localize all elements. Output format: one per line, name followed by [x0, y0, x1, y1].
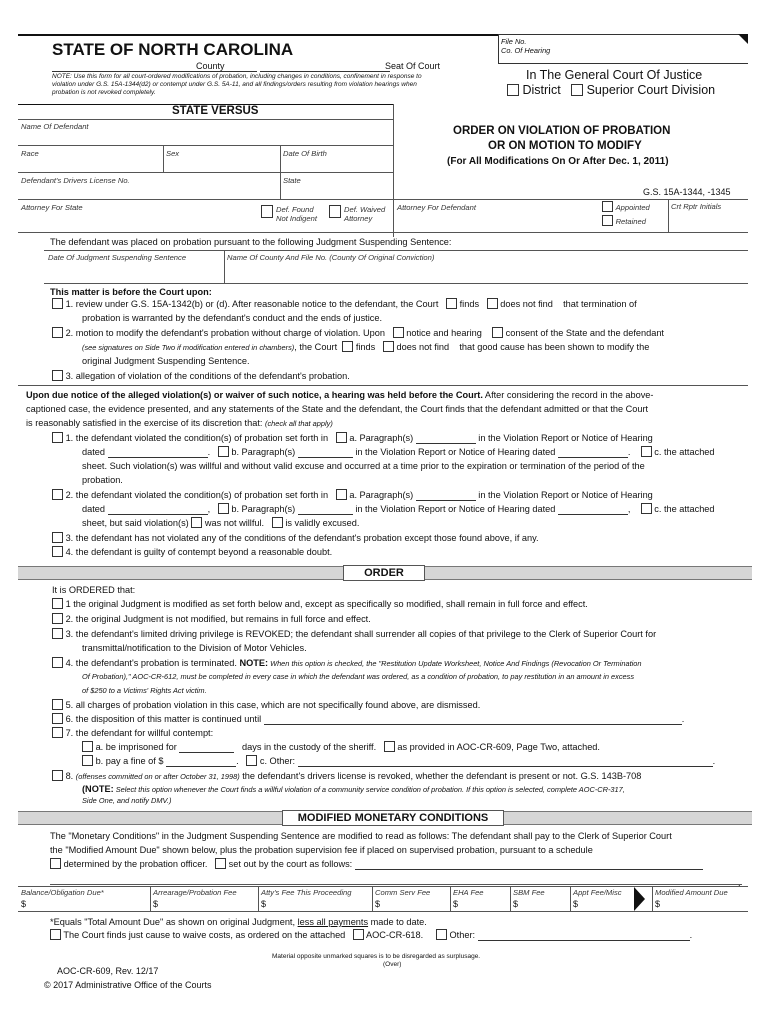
- finding-1: [52, 432, 653, 444]
- before-2-text: 2. motion to modify the defendant's probation without charge of violation. Upon: [65, 328, 385, 338]
- state-title: STATE OF NORTH CAROLINA: [52, 40, 294, 59]
- consent-label: consent of the State and the defendant: [505, 328, 664, 338]
- retained-label: Retained: [615, 217, 646, 226]
- finding-4: [52, 546, 332, 558]
- waive-checkbox[interactable]: [50, 929, 61, 940]
- court-label: In The General Court Of Justice: [526, 68, 703, 82]
- order-3-text: 3. the defendant's limited driving privilege is REVOKED; the defendant shall surrender all copies of that privilege to the Clerk of Superior Court for: [65, 629, 657, 639]
- money-col-field[interactable]: $: [655, 899, 661, 909]
- notice-label: notice and hearing: [406, 328, 482, 338]
- order-8-checkbox[interactable]: [52, 770, 63, 781]
- judgment-intro: The defendant was placed on probation pursuant to the following Judgment Suspending Sentence:: [50, 237, 452, 247]
- order-6-checkbox[interactable]: [52, 713, 63, 724]
- county-field[interactable]: [52, 61, 257, 72]
- appointed-option: [602, 201, 650, 212]
- c-attached-label-2: c. the attached: [654, 504, 715, 514]
- order-7c-text: c. Other:: [259, 756, 296, 766]
- appointed-label: Appointed: [615, 203, 650, 212]
- def-waived: [329, 205, 395, 223]
- retained-option: [602, 215, 646, 226]
- consent-checkbox[interactable]: [492, 327, 503, 338]
- monetary-title: MODIFIED MONETARY CONDITIONS: [282, 810, 504, 826]
- findings-p3-text: is reasonably satisfied in the exercise of its discretion that:: [26, 418, 263, 428]
- order-5-checkbox[interactable]: [52, 699, 63, 710]
- finding-2-checkbox[interactable]: [52, 489, 63, 500]
- finding-3: [52, 532, 539, 544]
- order-6: 6. the disposition of this matter is continued until .: [52, 713, 684, 725]
- race-label: Race: [21, 149, 39, 158]
- finding-1-checkbox[interactable]: [52, 432, 63, 443]
- state-versus: STATE VERSUS: [172, 105, 259, 117]
- title-line2: OR ON MOTION TO MODIFY: [488, 140, 642, 152]
- continued-until-field[interactable]: [264, 724, 682, 725]
- co-hearing-label: Co. Of Hearing: [501, 46, 551, 55]
- finding-2b-checkbox[interactable]: [218, 503, 229, 514]
- seat-label: Seat Of Court: [385, 61, 441, 71]
- vr-label: in the Violation Report or Notice of Hearing: [478, 433, 653, 443]
- order-8-cont: Side One, and notify DMV.): [82, 796, 172, 805]
- vr2-label-2: in the Violation Report or Notice of Hearing dated: [355, 504, 556, 514]
- surplus-note: Material opposite unmarked squares is to be disregarded as surplusage.: [272, 953, 481, 960]
- dated-label-2: dated: [82, 504, 105, 514]
- money-col-label: Atty's Fee This Proceeding: [261, 888, 352, 897]
- aoc618-label: AOC-CR-618.: [366, 930, 424, 940]
- order-8-note-label: (NOTE:: [82, 784, 114, 794]
- order-8-text: the defendant's drivers license is revoked, whether the defendant is present or not. G.S. 143B-708: [239, 771, 642, 781]
- finds-label-2: finds: [355, 342, 376, 352]
- finding-1b-checkbox[interactable]: [218, 446, 229, 457]
- waive-text: The Court finds just cause to waive costs, as ordered on the attached: [63, 930, 346, 940]
- vr2-label: in the Violation Report or Notice of Hearing dated: [355, 447, 556, 457]
- order-8-num: 8.: [65, 771, 76, 781]
- money-col-label: Modified Amount Due: [655, 888, 728, 897]
- gs-citation: G.S. 15A-1344, -1345: [643, 187, 731, 197]
- order-1: [52, 598, 588, 610]
- order-4-cont1: Of Probation)," AOC-CR-612, must be completed in every case in which the defendant was ordered, as a condition of probation, to pay restitution in an amount in excess: [82, 672, 635, 681]
- order-1-text: 1 the original Judgment is modified as set forth below and, except as specifically so modified, shall remain in full force and effect.: [65, 599, 588, 609]
- imprison-days-field[interactable]: [179, 752, 234, 753]
- before-3-checkbox[interactable]: [52, 370, 63, 381]
- before-2-checkbox[interactable]: [52, 327, 63, 338]
- para-b2-field[interactable]: [298, 514, 353, 515]
- dated-field[interactable]: [108, 457, 208, 458]
- waive-other-field[interactable]: [478, 940, 690, 941]
- findings-p1: [26, 389, 653, 401]
- before-item-1: [52, 298, 637, 310]
- not-willful-label: was not willful.: [204, 518, 265, 528]
- para-a-field[interactable]: [416, 443, 476, 444]
- before-1-checkbox[interactable]: [52, 298, 63, 309]
- order-5-text: 5. all charges of probation violation in this case, which are not specifically found above, are dismissed.: [65, 700, 481, 710]
- schedule-line-2[interactable]: [50, 884, 742, 885]
- order-7a-text: a. be imprisoned for: [95, 742, 177, 752]
- header-note: NOTE: Use this form for all court-ordered modifications of probation, including changes in conditions, confinement in response to violation under G.S. 15A-1344(d2) or contempt under G.S. 5A-11, and all findings/orders resulting from violation hearings when probation is not revoked completely.: [52, 73, 422, 96]
- dated-label: dated: [82, 447, 105, 457]
- waive-other-checkbox[interactable]: [436, 929, 447, 940]
- def-waived-checkbox[interactable]: [329, 205, 341, 218]
- superior-checkbox[interactable]: [571, 84, 583, 96]
- monetary-schedule: [50, 858, 703, 870]
- finding-2: [52, 489, 653, 501]
- title-line1: ORDER ON VIOLATION OF PROBATION: [453, 125, 671, 137]
- order-7a-checkbox[interactable]: [82, 741, 93, 752]
- finds-label: finds: [459, 299, 480, 309]
- order-7-text: 7. the defendant for willful contempt:: [65, 728, 214, 738]
- finding-1a-checkbox[interactable]: [336, 432, 347, 443]
- monetary-text-1: The "Monetary Conditions" in the Judgment Suspending Sentence are modified to read as follows: The defendant shall pay to the Clerk of Superior Court: [50, 831, 672, 841]
- waive-other-label: Other:: [449, 930, 476, 940]
- before-2-tail: that good cause has been shown to modify the: [459, 342, 650, 352]
- para-b-label: b. Paragraph(s): [231, 447, 296, 457]
- county-label: County: [196, 61, 225, 71]
- finding-2c-checkbox[interactable]: [641, 503, 652, 514]
- order-8-note-text: Select this option whenever the Court finds a willful violation of a community service condition of probation. If this option is selected, complete AOC-CR-317,: [113, 785, 625, 794]
- before-item-3: [52, 370, 350, 382]
- set-out-label: set out by the court as follows:: [228, 859, 353, 869]
- less-payments: less all payments: [297, 917, 369, 927]
- finding-2-line2: dated , b. Paragraph(s) in the Violation Report or Notice of Hearing dated , c. the attached: [82, 504, 715, 514]
- before-2-note: (see signatures on Side Two if modification entered in chambers): [82, 343, 295, 352]
- money-col-label: Arrearage/Probation Fee: [153, 888, 237, 897]
- money-col-field[interactable]: $: [573, 899, 579, 909]
- order-7a-days: days in the custody of the sheriff.: [242, 742, 377, 752]
- not-find-label-2: does not find: [396, 342, 450, 352]
- order-1-checkbox[interactable]: [52, 598, 63, 609]
- para-a2-field[interactable]: [416, 500, 476, 501]
- finding-1-line2: dated . b. Paragraph(s) in the Violation Report or Notice of Hearing dated . c. the attached: [82, 447, 715, 457]
- file-no-label: File No.: [501, 37, 527, 46]
- order-2-text: 2. the original Judgment is not modified, but remains in full force and effect.: [65, 614, 371, 624]
- waive-row: The Court finds just cause to waive costs, as ordered on the attached AOC-CR-618. Other: .: [50, 929, 692, 941]
- money-col-field[interactable]: $: [153, 899, 159, 909]
- c-attached-label: c. the attached: [654, 447, 715, 457]
- order-7a: [82, 741, 600, 753]
- appointed-checkbox[interactable]: [602, 201, 613, 212]
- def-found-text: Def. Found Not Indigent: [276, 205, 317, 223]
- para-a2-label: a. Paragraph(s): [349, 490, 414, 500]
- not-willful-checkbox[interactable]: [191, 517, 202, 528]
- check-all-note: (check all that apply): [265, 419, 333, 428]
- equals-text: *Equals "Total Amount Due" as shown on original Judgment,: [50, 917, 298, 927]
- para-b2-label: b. Paragraph(s): [231, 504, 296, 514]
- before-2-finds-checkbox[interactable]: [342, 341, 353, 352]
- def-found-checkbox[interactable]: [261, 205, 273, 218]
- before-2-line2: [82, 341, 649, 354]
- title-line3: (For All Modifications On Or After Dec. 1, 2011): [447, 156, 669, 167]
- finding-1c-checkbox[interactable]: [641, 446, 652, 457]
- det-officer-checkbox[interactable]: [50, 858, 61, 869]
- before-2-court: , the Court: [294, 342, 338, 352]
- order-3-checkbox[interactable]: [52, 628, 63, 639]
- finding-4-text: 4. the defendant is guilty of contempt beyond a reasonable doubt.: [65, 547, 333, 557]
- order-7a-aoc-checkbox[interactable]: [384, 741, 395, 752]
- over-note: (Over): [383, 961, 402, 968]
- order-7b: b. pay a fine of $ . c. Other: .: [82, 755, 715, 767]
- license-label: Defendant's Drivers License No.: [21, 176, 130, 185]
- money-col-label: Comm Serv Fee: [375, 888, 431, 897]
- before-2-cont: original Judgment Suspending Sentence.: [82, 356, 250, 366]
- sex-label: Sex: [166, 149, 180, 158]
- before-1-finds-checkbox[interactable]: [446, 298, 457, 309]
- atty-def-label: Attorney For Defendant: [397, 203, 476, 212]
- finding-4-checkbox[interactable]: [52, 546, 63, 557]
- set-out-checkbox[interactable]: [215, 858, 226, 869]
- district-checkbox[interactable]: [507, 84, 519, 96]
- before-item-2: [52, 327, 664, 339]
- finding-3-text: 3. the defendant has not violated any of the conditions of the defendant's probation except those found above, if any.: [65, 533, 539, 543]
- findings-p1-tail: After considering the record in the above-: [482, 390, 654, 400]
- money-col-field[interactable]: $: [375, 899, 381, 909]
- before-1-tail: that termination of: [563, 299, 637, 309]
- order-2: [52, 613, 371, 625]
- money-col-label: SBM Fee: [513, 888, 545, 897]
- before-1-text: 1. review under G.S. 15A-1342(b) or (d). After reasonable notice to the defendant, the Court: [65, 299, 439, 309]
- equals-tail: made to date.: [368, 917, 427, 927]
- finding-1-text: 1. the defendant violated the condition(s) of probation set forth in: [65, 433, 329, 443]
- file-corner: [738, 34, 748, 44]
- money-col-field[interactable]: $: [453, 899, 459, 909]
- form-number: AOC-CR-609, Rev. 12/17: [57, 966, 159, 976]
- money-col-label: Appt Fee/Misc: [573, 888, 622, 897]
- other-field[interactable]: [298, 766, 713, 767]
- order-4-note-label: NOTE:: [239, 658, 269, 668]
- finding-3-checkbox[interactable]: [52, 532, 63, 543]
- district-label: District: [522, 83, 561, 97]
- state-label: State: [283, 176, 301, 185]
- before-heading: This matter is before the Court upon:: [50, 287, 212, 297]
- amount-arrow: [634, 887, 645, 911]
- name-county-label: Name Of County And File No. (County Of Original Conviction): [227, 253, 435, 262]
- before-2-notfind-checkbox[interactable]: [383, 341, 394, 352]
- finding-2-text: 2. the defendant violated the condition(s) of probation set forth in: [65, 490, 329, 500]
- order-7c-checkbox[interactable]: [246, 755, 257, 766]
- superior-label: Superior Court Division: [586, 83, 716, 97]
- before-1-notfind-checkbox[interactable]: [487, 298, 498, 309]
- order-6-text: 6. the disposition of this matter is continued until: [65, 714, 262, 724]
- findings-p2: captioned case, the evidence presented, and any statements of the State and the defendant, the Court finds that the defendant admitted or that the Court: [26, 404, 649, 414]
- finding-2-line3-text: sheet, but said violation(s): [82, 518, 189, 528]
- order-2-checkbox[interactable]: [52, 613, 63, 624]
- retained-checkbox[interactable]: [602, 215, 613, 226]
- order-title: ORDER: [343, 565, 425, 581]
- not-find-label: does not find: [500, 299, 553, 309]
- order-7-checkbox[interactable]: [52, 727, 63, 738]
- order-3: [52, 628, 656, 640]
- order-4-checkbox[interactable]: [52, 657, 63, 668]
- findings-p3: [26, 417, 333, 430]
- order-8-date-note: (offenses committed on or after October 31, 1998): [75, 772, 240, 781]
- order-5: [52, 699, 480, 711]
- order-7a-aoc: as provided in AOC-CR-609, Page Two, attached.: [397, 742, 600, 752]
- court-select: [507, 83, 715, 97]
- excused-checkbox[interactable]: [272, 517, 283, 528]
- before-1-cont: probation is warranted by the defendant's conduct and the ends of justice.: [82, 313, 383, 323]
- excused-label: is validly excused.: [285, 518, 360, 528]
- schedule-field[interactable]: [355, 869, 703, 870]
- monetary-text-2: the "Modified Amount Due" shown below, plus the probation supervision fee if placed on supervised probation, pursuant to a schedule: [50, 845, 593, 855]
- fine-field[interactable]: [166, 766, 236, 767]
- finding-2-line3: [82, 517, 359, 529]
- order-7: [52, 727, 213, 739]
- finding-2a-checkbox[interactable]: [336, 489, 347, 500]
- order-3-cont: transmittal/notification to the Division of Motor Vehicles.: [82, 643, 307, 653]
- finding-1-line3: sheet. Such violation(s) was willful and without valid excuse and occurred at a time prior to the expiration or termination of the period of the: [82, 461, 645, 471]
- notice-hearing-checkbox[interactable]: [393, 327, 404, 338]
- dated-field-2[interactable]: [108, 514, 208, 515]
- crt-rptr-label: Crt Rptr Initials: [671, 202, 722, 211]
- order-7b-checkbox[interactable]: [82, 755, 93, 766]
- order-7b-text: b. pay a fine of $: [95, 756, 164, 766]
- para-a-label: a. Paragraph(s): [349, 433, 414, 443]
- vr2-date-field-2[interactable]: [558, 514, 628, 515]
- dob-label: Date Of Birth: [283, 149, 327, 158]
- money-col-field[interactable]: $: [21, 899, 27, 909]
- order-8: [52, 770, 641, 783]
- ordered-label: It is ORDERED that:: [52, 585, 136, 595]
- equals-note: [50, 916, 427, 928]
- money-col-field[interactable]: $: [261, 899, 267, 909]
- atty-state-label: Attorney For State: [21, 203, 83, 212]
- copyright: © 2017 Administrative Office of the Courts: [44, 980, 212, 990]
- finding-1-line4: probation.: [82, 475, 123, 485]
- vr2-date-field[interactable]: [558, 457, 628, 458]
- para-b-field[interactable]: [298, 457, 353, 458]
- money-col-field[interactable]: $: [513, 899, 519, 909]
- order-4: [52, 657, 641, 670]
- judgment-date-label: Date Of Judgment Suspending Sentence: [48, 253, 187, 262]
- findings-bold: Upon due notice of the alleged violation(s) or waiver of such notice, a hearing was held before the Court.: [26, 390, 483, 400]
- aoc618-checkbox[interactable]: [353, 929, 364, 940]
- def-found: [261, 205, 326, 223]
- def-waived-text: Def. Waived Attorney: [344, 205, 386, 223]
- order-4-cont2: of $250 to a Victims' Rights Act victim.: [82, 686, 207, 695]
- before-3-text: 3. allegation of violation of the conditions of the defendant's probation.: [65, 371, 350, 381]
- vr-label-2: in the Violation Report or Notice of Hearing: [478, 490, 653, 500]
- money-col-label: Balance/Obligation Due*: [21, 888, 104, 897]
- name-defendant-label: Name Of Defendant: [21, 122, 89, 131]
- money-col-label: EHA Fee: [453, 888, 484, 897]
- seat-field[interactable]: [260, 61, 390, 72]
- order-4-note: When this option is checked, the "Restitution Update Worksheet, Notice And Findings (Revocation Or Termination: [268, 659, 642, 668]
- order-4-text: 4. the defendant's probation is terminated.: [65, 658, 240, 668]
- det-officer-label: determined by the probation officer.: [63, 859, 208, 869]
